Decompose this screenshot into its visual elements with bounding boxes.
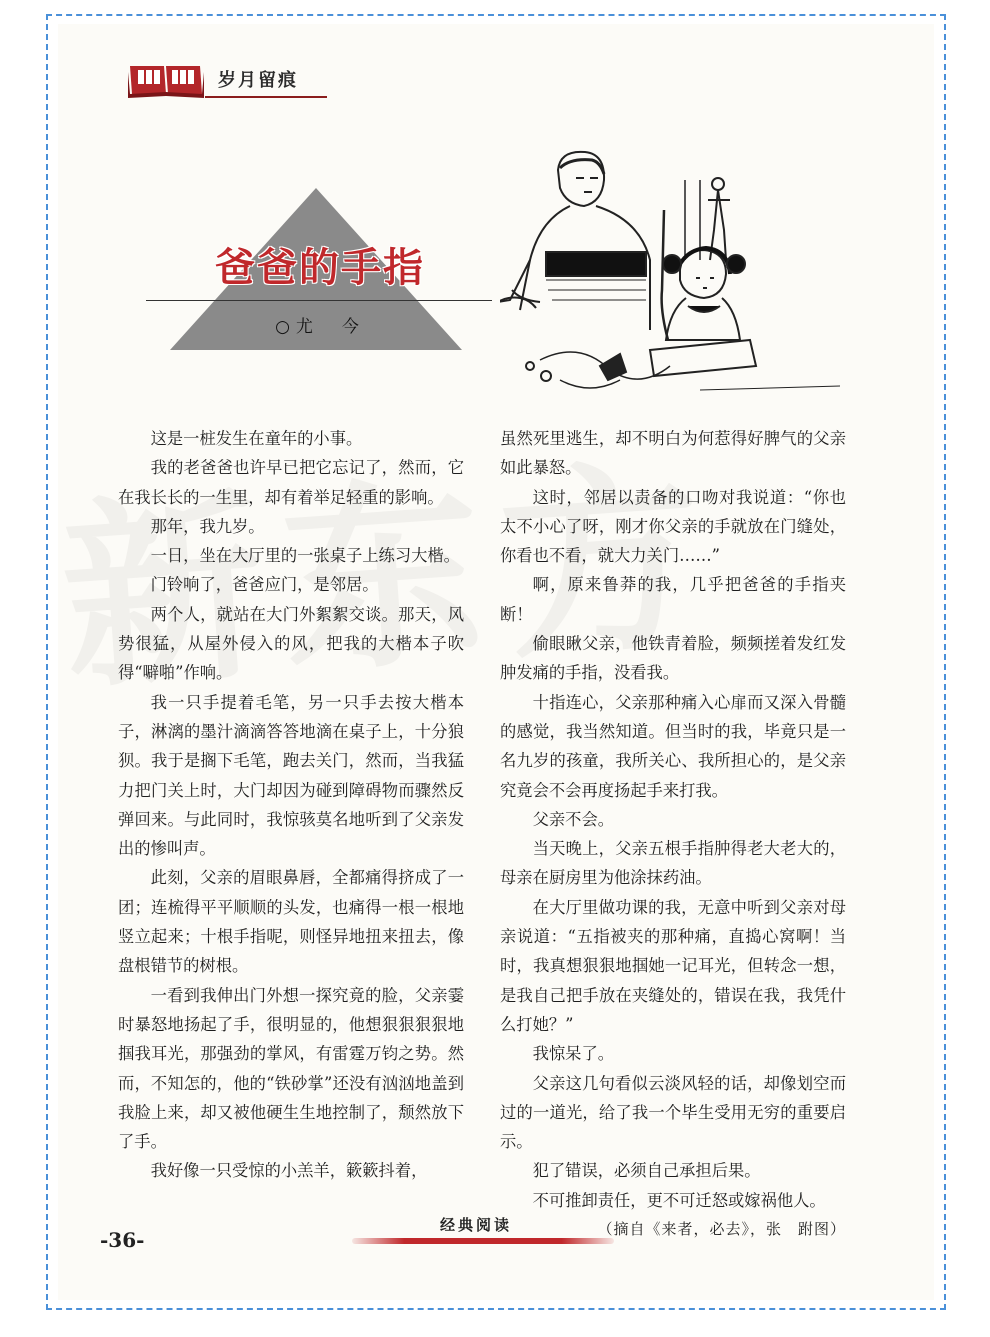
paragraph: 犯了错误，必须自己承担后果。 — [532, 1161, 761, 1181]
source-note: （摘自《来者，必去》，张 跗图） — [597, 1220, 846, 1239]
paragraph: 当天晚上，父亲五根手指肿得老大老大的，母亲在厨房里为他涂抹药油。 — [500, 839, 846, 888]
article-title: 爸爸的手指 — [215, 245, 425, 291]
paragraph: 那年，我九岁。 — [150, 516, 265, 536]
paragraph-continuation: 虽然死里逃生，却不明白为何惹得好脾气的父亲如此暴怒。 — [500, 429, 846, 478]
paragraph: 此刻，父亲的眉眼鼻唇，全都痛得挤成了一团；连梳得平平顺顺的头发，也痛得一根一根地竖立起来；十根手指呢，则怪异地扭来扭去，像盘根错节的树根。 — [118, 868, 464, 976]
paragraph: 门铃响了，爸爸应门，是邻居。 — [150, 575, 379, 595]
paragraph: 我的老爸爸也许早已把它忘记了，然而，它在我长长的一生里，却有着举足轻重的影响。 — [118, 458, 464, 507]
paragraph: 我好像一只受惊的小羔羊，簌簌抖着， — [150, 1161, 428, 1181]
left-column — [118, 424, 464, 1186]
paragraph: 这时，邻居以责备的口吻对我说道：“你也太不小心了呀，刚才你父亲的手就放在门缝处，你看也不看，就大力关门……” — [500, 487, 846, 566]
paragraph: 一看到我伸出门外想一探究竟的脸，父亲霎时暴怒地扬起了手，很明显的，他想狠狠狠狠地掴我耳光，那强劲的掌风，有雷霆万钧之势。然而，不知怎的，他的“铁砂掌”还没有汹汹地盖到我脸上来，却又被他硬生生地控制了，颓然放下了手。 — [118, 985, 464, 1152]
illustration-father-daughter — [500, 140, 852, 400]
paragraph: 十指连心，父亲那种痛入心扉而又深入骨髓的感觉，我当然知道。但当时的我，毕竟只是一名九岁的孩童，我所关心、我所担心的，是父亲究竟会不会再度扬起手来打我。 — [500, 692, 846, 800]
paragraph: 不可推卸责任，更不可迁怒或嫁祸他人。 — [532, 1190, 826, 1210]
open-book-icon — [128, 58, 204, 98]
section-label: 岁月留痕 — [218, 70, 298, 91]
paragraph: 我一只手提着毛笔，另一只手去按大楷本子，淋漓的墨汁滴滴答答地滴在桌子上，十分狼狈。我于是搁下毛笔，跑去关门，然而，当我猛力把门关上时，大门却因为碰到障碍物而骤然反弹回来。与此同时，我惊骇莫名地听到了父亲发出的惨叫声。 — [118, 692, 464, 859]
paragraph: 父亲不会。 — [532, 809, 615, 829]
magazine-name: 经典阅读 — [440, 1216, 513, 1234]
header-rule — [205, 96, 327, 98]
paragraph: 啊，原来鲁莽的我，几乎把爸爸的手指夹断！ — [500, 575, 846, 624]
paragraph: 偷眼瞅父亲，他铁青着脸，频频搓着发红发肿发痛的手指，没看我。 — [500, 634, 846, 683]
title-rule — [146, 300, 492, 301]
paragraph: 我惊呆了。 — [532, 1044, 615, 1064]
article-author: ○尤 今 — [275, 317, 365, 337]
footer-bar — [352, 1238, 614, 1244]
right-column — [500, 424, 846, 1244]
paragraph: 这是一桩发生在童年的小事。 — [150, 429, 363, 448]
page-number: -36- — [100, 1228, 145, 1252]
paragraph: 父亲这几句看似云淡风轻的话，却像划空而过的一道光，给了我一个毕生受用无穷的重要启示。 — [500, 1073, 846, 1152]
paragraph: 一日，坐在大厅里的一张桌子上练习大楷。 — [150, 546, 460, 566]
paragraph: 在大厅里做功课的我，无意中听到父亲对母亲说道：“五指被夹的那种痛，直捣心窝啊！当时，我真想狠狠地掴她一记耳光，但转念一想，是我自己把手放在夹缝处的，错误在我，我凭什么打她？” — [500, 897, 846, 1034]
paragraph: 两个人，就站在大门外絮絮交谈。那天，风势很猛，从屋外侵入的风，把我的大楷本子吹得“噼啪”作响。 — [118, 604, 464, 683]
